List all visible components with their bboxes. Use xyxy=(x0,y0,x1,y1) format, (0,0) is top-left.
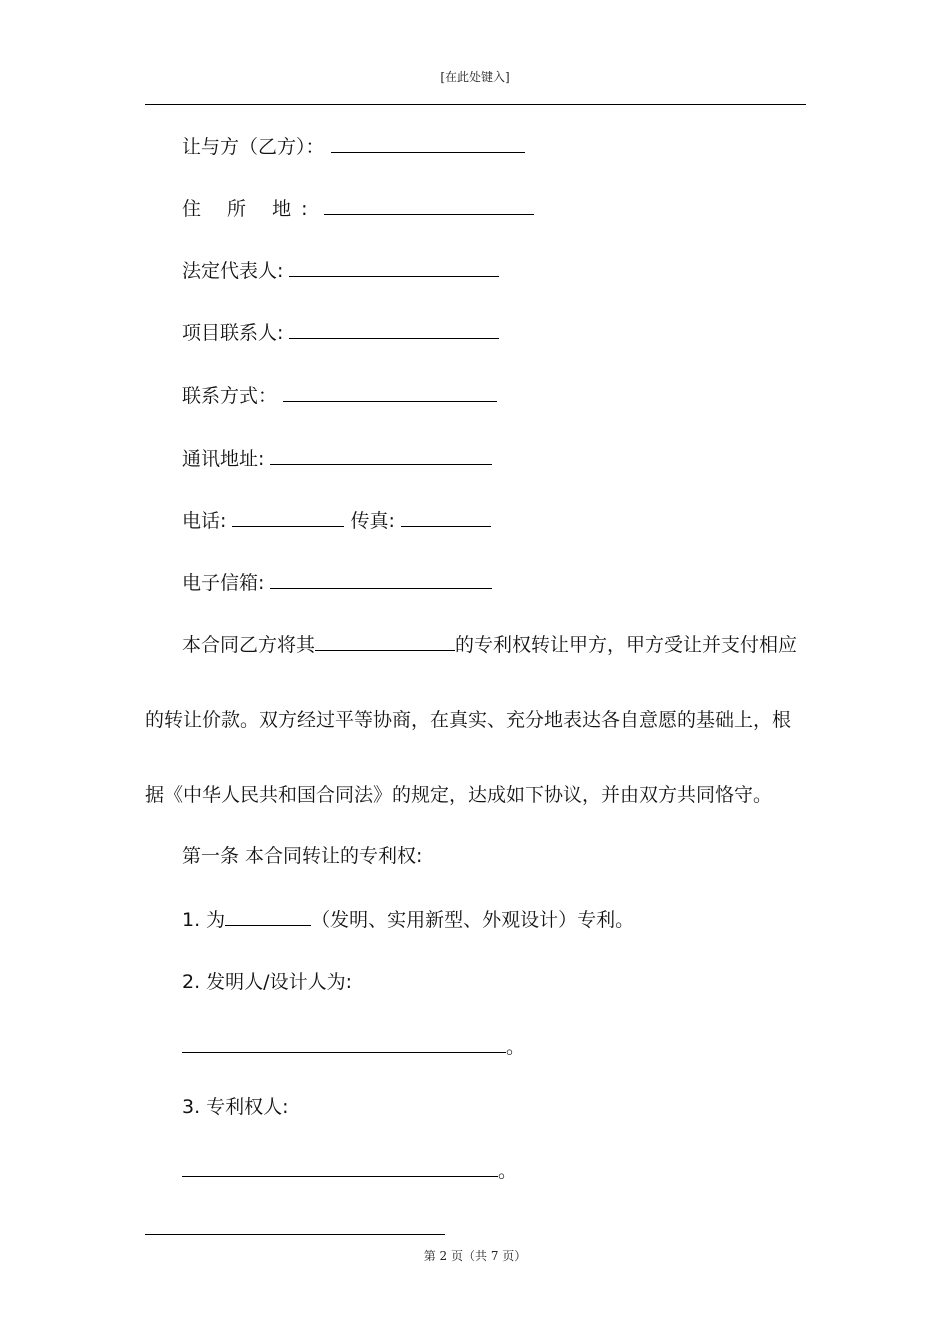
inventor-blank[interactable] xyxy=(182,1034,506,1053)
footnote-rule xyxy=(145,1234,445,1235)
field-mailing-address-label: 通讯地址: xyxy=(182,448,265,470)
patent-type-blank[interactable] xyxy=(225,907,311,926)
article1-item1 xyxy=(182,907,634,932)
phone-blank[interactable] xyxy=(232,508,344,527)
article1-item3: 3. 专利权人: xyxy=(182,1096,289,1118)
intro-paragraph-line2: 的转让价款。双方经过平等协商，在真实、充分地表达各自意愿的基础上，根 xyxy=(145,709,792,731)
field-email-label: 电子信箱: xyxy=(182,572,265,594)
intro-paragraph-line3: 据《中华人民共和国合同法》的规定，达成如下协议，并由双方共同恪守。 xyxy=(145,784,773,806)
field-address xyxy=(182,196,534,221)
field-contact-person xyxy=(182,320,499,345)
contact-method-blank[interactable] xyxy=(283,383,497,402)
field-party-b-label: 让与方（乙方）： xyxy=(182,136,325,158)
field-party-b xyxy=(182,134,525,159)
mailing-address-blank[interactable] xyxy=(270,446,492,465)
intro-text-b: 的专利权转让甲方，甲方受让并支付相应 xyxy=(455,634,798,656)
legal-rep-blank[interactable] xyxy=(289,258,499,277)
article1-title: 第一条 本合同转让的专利权: xyxy=(182,845,423,867)
contact-person-blank[interactable] xyxy=(289,320,499,339)
item1-text-b: （发明、实用新型、外观设计）专利。 xyxy=(311,909,635,931)
field-address-label: 住 所 地: xyxy=(182,198,318,220)
patentee-line-end: 。 xyxy=(498,1160,518,1182)
field-email xyxy=(182,570,492,595)
header-rule xyxy=(145,104,806,105)
article1-item2: 2. 发明人/设计人为: xyxy=(182,971,352,993)
page-footer: 第 2 页（共 7 页） xyxy=(423,1249,527,1263)
fax-blank[interactable] xyxy=(401,508,491,527)
field-legal-rep-label: 法定代表人: xyxy=(182,260,284,282)
field-contact-person-label: 项目联系人: xyxy=(182,322,284,344)
field-contact-method-label: 联系方式： xyxy=(182,385,278,407)
inventor-line xyxy=(182,1034,525,1059)
patentee-blank[interactable] xyxy=(182,1158,498,1177)
party-b-blank[interactable] xyxy=(331,134,525,153)
field-contact-method xyxy=(182,383,497,408)
field-fax-label: 传真: xyxy=(350,510,395,532)
inventor-line-end: 。 xyxy=(506,1036,526,1058)
item1-text-a: 1. 为 xyxy=(182,909,226,931)
email-blank[interactable] xyxy=(270,570,492,589)
intro-paragraph-line1 xyxy=(182,632,797,657)
field-phone-fax xyxy=(182,508,491,533)
field-phone-label: 电话: xyxy=(182,510,227,532)
field-legal-rep xyxy=(182,258,499,283)
patentee-line xyxy=(182,1158,517,1183)
page-header: [在此处键入] xyxy=(440,70,510,84)
intro-text-a: 本合同乙方将其 xyxy=(182,634,316,656)
field-mailing-address xyxy=(182,446,492,471)
address-blank[interactable] xyxy=(324,196,534,215)
patent-name-blank[interactable] xyxy=(315,632,455,651)
